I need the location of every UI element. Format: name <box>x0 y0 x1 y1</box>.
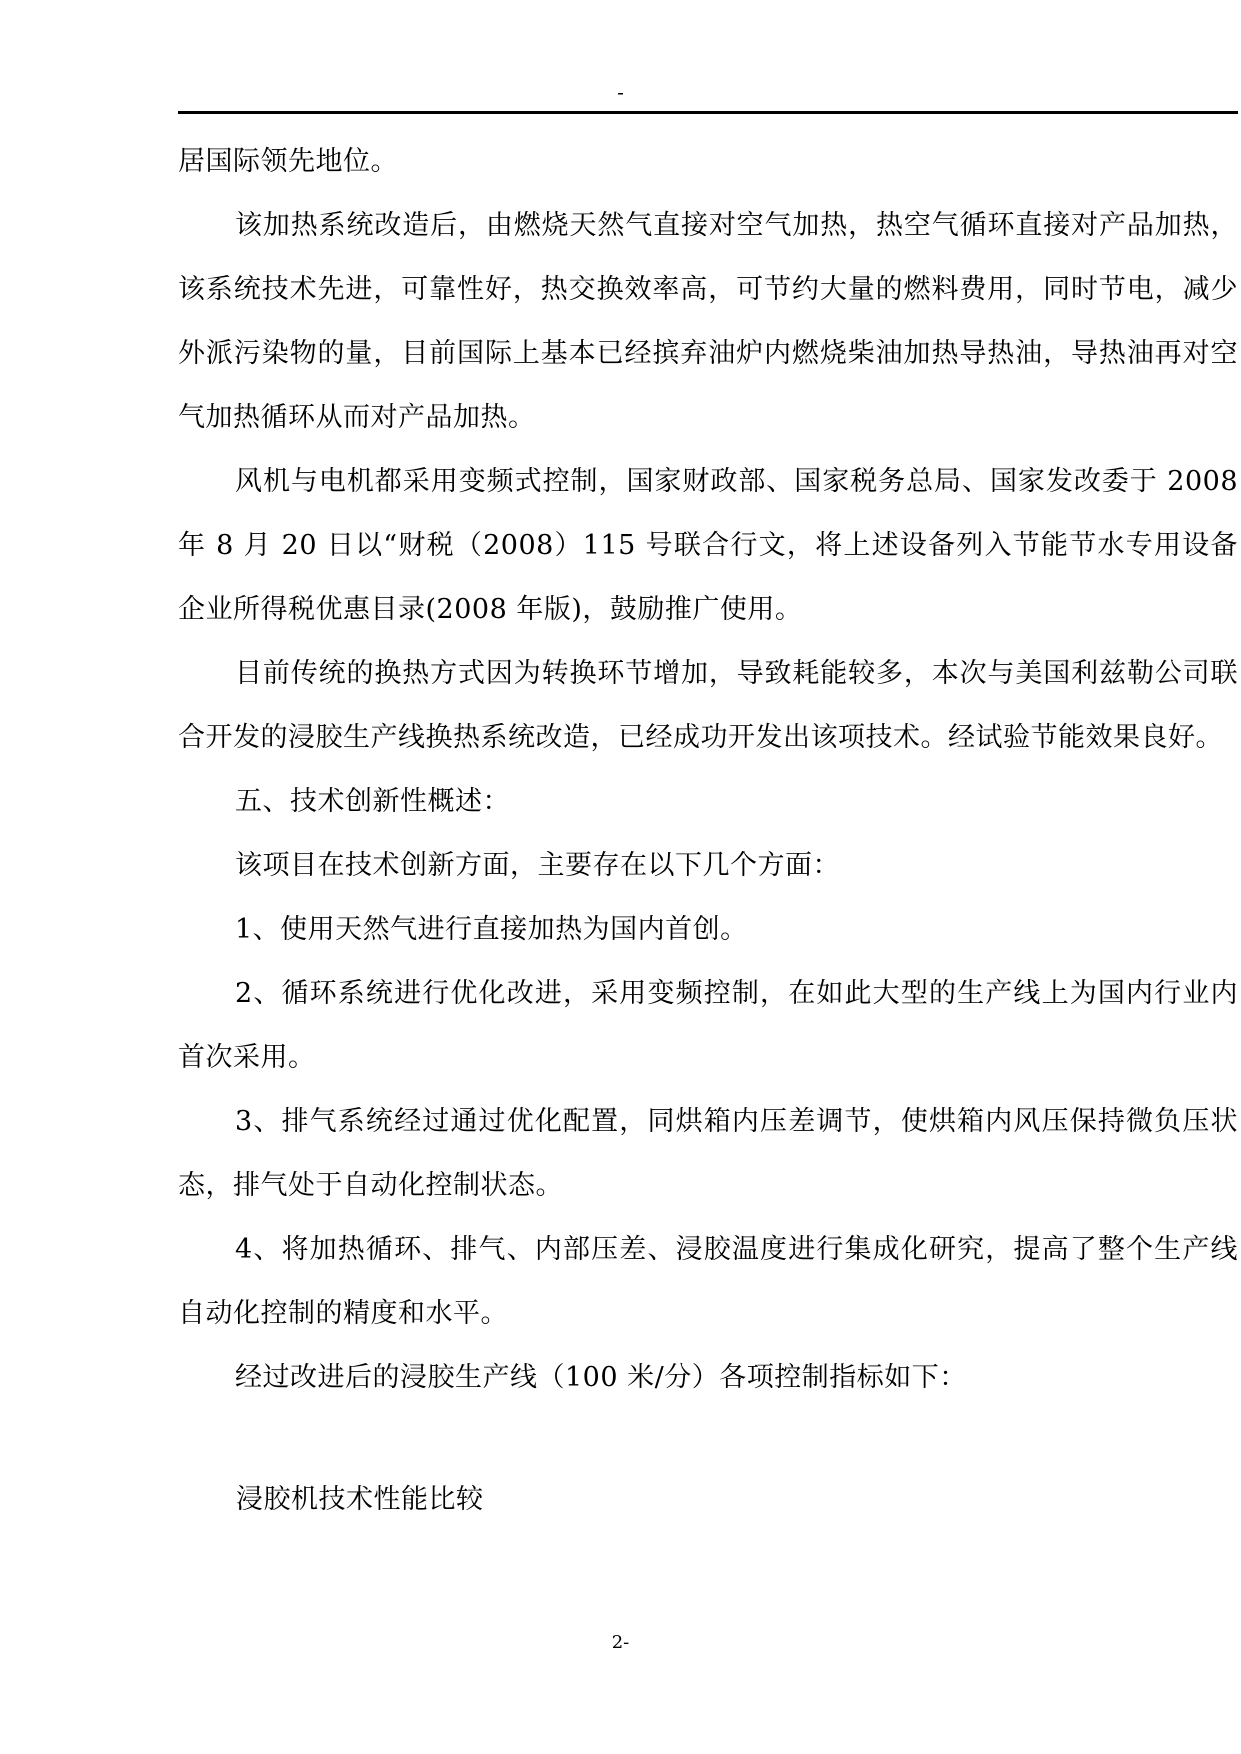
list-item-1: 1、使用天然气进行直接加热为国内首创。 <box>235 914 748 945</box>
paragraph-innovation-intro: 该项目在技术创新方面，主要存在以下几个方面： <box>235 850 840 881</box>
page-number: 2- <box>611 1632 630 1653</box>
list-item-2: 2、循环系统进行优化改进，采用变频控制，在如此大型的生产线上为国内行业内首次采用。 <box>178 978 1238 1073</box>
table-title: 浸胶机技术性能比较 <box>236 1484 484 1515</box>
paragraph-continuation: 居国际领先地位。 <box>178 146 398 177</box>
list-item-4: 4、将加热循环、排气、内部压差、浸胶温度进行集成化研究，提高了整个生产线自动化控制的精度和水平。 <box>178 1234 1238 1329</box>
header-rule <box>178 111 1238 114</box>
paragraph-heating-system: 该加热系统改造后，由燃烧天然气直接对空气加热，热空气循环直接对产品加热，该系统技术先进，可靠性好，热交换效率高，可节约大量的燃料费用，同时节电，减少外派污染物的量，目前国际上基本已经摈弃油炉内燃烧柴油加热导热油，导热油再对空气加热循环从而对产品加热。 <box>178 210 1238 433</box>
header-mark: - <box>617 80 624 104</box>
body-text <box>178 130 1238 1410</box>
paragraph-heat-exchange: 目前传统的换热方式因为转换环节增加，导致耗能较多，本次与美国利兹勒公司联合开发的浸胶生产线换热系统改造，已经成功开发出该项技术。经试验节能效果良好。 <box>178 658 1238 753</box>
paragraph-indicators-intro: 经过改进后的浸胶生产线（100 米/分）各项控制指标如下： <box>235 1362 967 1393</box>
section-heading-innovation: 五、技术创新性概述： <box>235 786 510 817</box>
paragraph-variable-frequency: 风机与电机都采用变频式控制，国家财政部、国家税务总局、国家发改委于 2008 年 8 月 20 日以“财税（2008）115 号联合行文，将上述设备列入节能节水专用设备企业所得税优惠目录(2008 年版)，鼓励推广使用。 <box>178 466 1238 625</box>
list-item-3: 3、排气系统经过通过优化配置，同烘箱内压差调节，使烘箱内风压保持微负压状态，排气处于自动化控制状态。 <box>178 1106 1238 1201</box>
